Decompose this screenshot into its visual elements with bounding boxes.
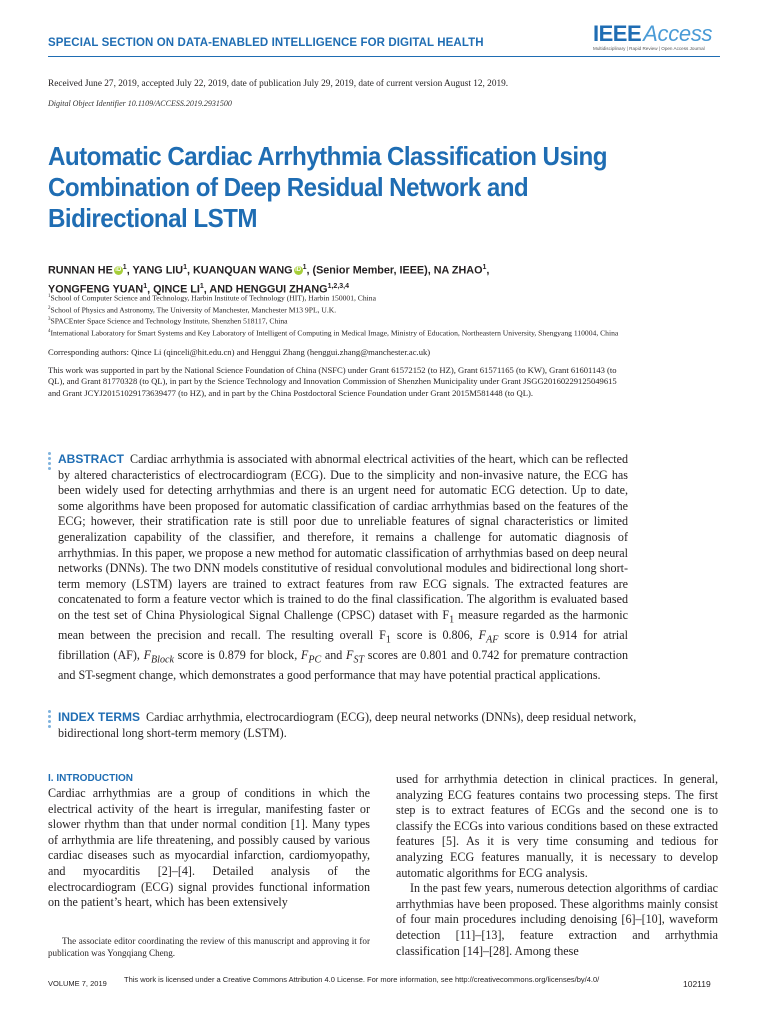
affiliation-item	[48, 315, 720, 327]
footer-license[interactable]: This work is licensed under a Creative Commons Attribution 4.0 License. For more information, see http://creativecommons.org/licenses/by/4.0/	[124, 975, 600, 984]
index-terms-text: Cardiac arrhythmia, electrocardiogram (ECG), deep neural networks (DNNs), deep residual network, bidirectional long short-term memory (LSTM).	[58, 710, 637, 740]
abstract	[58, 452, 628, 684]
abstract-text: scores are 0.801 and 0.742 for premature contraction and ST-segment change, which demonstrates a good performance that may have potential practical applications.	[58, 647, 628, 682]
index-terms	[58, 710, 638, 741]
journal-logo	[593, 21, 720, 51]
author-affil-sup: 1	[143, 282, 148, 290]
right-column	[396, 772, 718, 959]
author-name: RUNNAN HE	[48, 264, 113, 277]
logo-ieee: IEEE	[593, 21, 642, 46]
page-number: 102119	[683, 979, 711, 989]
author-affil-sup: 1,2,3,4	[327, 282, 350, 290]
logo-access: Access	[643, 21, 713, 46]
author-name: YONGFENG YUAN	[48, 283, 144, 296]
logo-tagline: Multidisciplinary | Rapid Review | Open Access Journal	[593, 46, 705, 51]
section-heading: I. INTRODUCTION	[48, 773, 133, 784]
abstract-text: Cardiac arrhythmia is associated with abnormal electrical activities of the heart, which can be reflected by altered characteristics of electrocardiogram (ECG). Due to the simplicity and non-invasive nature, the ECG has been widely used for detecting arrhythmias and there is an urgent need for automatic ECG detection. Up to date, some algorithms have been proposed for automatic classification of cardiac arrhythmias based on the features of the ECG; however, their stratification rate is still poor due to unreliable features of signal characteristics or limited generalization capability of the classifier, and therefore, it remains a challenge for automatic diagnosis of arrhythmias. In this paper, we propose a new method for automatic classification of arrhythmias based on deep neural networks (DNNs). The two DNN models constitutive of residual convolutional modules and bidirectional long short-term memory (LSTM) layers are trained to extract features from raw ECG signals. The extracted features are concatenated to form a feature vector which is trained to do the final classification. The algorithm is evaluated based on the test set of China Physiological Signal Challenge (CPSC) dataset with F	[58, 452, 628, 622]
author-affil-sup: 1	[183, 264, 188, 271]
author-name: , KUANQUAN WANG	[187, 264, 293, 277]
abstract-math: F	[346, 647, 354, 662]
intro-paragraph: Cardiac arrhythmias are a group of conditions in which the electrical activity of the heart is irregular, manifesting faster or slower rhythm than that under normal condition [1]. Many types of arrhythmia are life threatening, and possibly caused by various cardiac diseases such as myocardial infarction, cardiomyopathy, and myocarditis [2]–[4]. Detailed analysis of the electrocardiogram (ECG) signal provides functional information on the patient’s heart, which has been extensively	[48, 786, 370, 910]
affiliation-item	[48, 327, 720, 339]
orcid-icon[interactable]: iD	[115, 266, 122, 273]
abstract-subscript: 1	[385, 634, 391, 646]
affiliation-text: SPACEnter Space Science and Technology Institute, Shenzhen 518117, China	[50, 317, 288, 326]
affiliation-number: 1	[48, 294, 51, 299]
abstract-label: ABSTRACT	[58, 452, 124, 466]
author-affil-sup: 1	[122, 264, 127, 271]
abstract-subscript: ST	[353, 654, 365, 666]
abstract-text: score is 0.914 for atrial fibrillation (AF),	[58, 627, 628, 662]
author-name: , QINCE LI	[147, 283, 200, 296]
abstract-math: F	[478, 627, 487, 642]
affiliation-text: International Laboratory for Smart Systems and Key Laboratory of Intelligent of Computing in Medical Image, Ministry of Education, Northeastern University, Shengyang 110004, China	[50, 328, 619, 338]
abstract-subscript: AF	[486, 634, 499, 646]
affiliation-number: 2	[48, 305, 51, 311]
author-name: , YANG LIU	[126, 264, 184, 277]
header-rule	[48, 56, 720, 57]
intro-paragraph: used for arrhythmia detection in clinical practices. In general, analyzing ECG features contains two processing steps. The first step is to extract features of ECGs and the second one is to classify the ECGs into various conditions based on these extracted features [5]. As it is very time consuming and tedious for analyzing ECG features manually, it is necessary to develop automatic algorithms for ECG analysis.	[396, 772, 718, 880]
funding-statement: This work was supported in part by the National Science Foundation of China (NSFC) under Grant 61572152 (to HZ), Grant 61571165 (to KW), Grant 61601143 (to QL), and Grant 81770328 (to QL), in part by the Science Technology and Innovation Commission of Shenzhen Municipality under Grant JSGG20160229125049615 and Grant JCYJ20151029173639477 (to HZ), and in part by the China Postdoctoral Science Foundation under Grant 2015M581448 (to QL).	[48, 365, 617, 398]
received-dates: Received June 27, 2019, accepted July 22, 2019, date of publication July 29, 2019, date of current version August 12, 2019.	[48, 79, 509, 89]
index-terms-label: INDEX TERMS	[58, 710, 141, 724]
abstract-text: score is 0.806,	[390, 627, 479, 642]
author-name: , (Senior Member, IEEE), NA ZHAO	[306, 264, 483, 277]
footer-volume: VOLUME 7, 2019	[48, 979, 107, 988]
orcid-icon[interactable]: iD	[295, 266, 302, 273]
left-column	[48, 772, 370, 911]
abstract-math: F	[143, 647, 152, 662]
affiliations	[48, 292, 720, 339]
author-affil-sup: 1	[482, 264, 487, 271]
corresponding-authors: Corresponding authors: Qince Li (qinceli@hit.edu.cn) and Henggui Zhang (henggui.zhang@manchester.ac.uk)	[48, 347, 431, 357]
abstract-text: and	[321, 647, 347, 662]
editor-footnote: The associate editor coordinating the review of this manuscript and approving it for publication was Yongqiang Cheng.	[48, 936, 370, 958]
affiliation-item	[48, 304, 720, 316]
author-separator: ,	[486, 264, 490, 277]
abstract-text: score is 0.879 for block,	[173, 647, 301, 662]
affiliation-item	[48, 292, 720, 304]
abstract-subscript: 1	[449, 614, 455, 626]
index-terms-marker-icon	[48, 710, 53, 730]
section-header: SPECIAL SECTION ON DATA-ENABLED INTELLIGENCE FOR DIGITAL HEALTH	[48, 37, 484, 49]
abstract-marker-icon	[48, 452, 53, 472]
affiliation-number: 4	[48, 329, 51, 335]
abstract-text: measure regarded as the harmonic mean between the precision and recall. The resulting overall F	[58, 607, 628, 642]
paper-title: Automatic Cardiac Arrhythmia Classification Using Combination of Deep Residual Network and Bidirectional LSTM	[48, 141, 607, 233]
abstract-subscript: PC	[308, 654, 322, 666]
doi: Digital Object Identifier 10.1109/ACCESS.2019.2931500	[48, 99, 232, 108]
abstract-math: F	[300, 647, 309, 662]
author-name: , AND HENGGUI ZHANG	[203, 283, 328, 296]
intro-paragraph: In the past few years, numerous detection algorithms of cardiac arrhythmias have been proposed. These algorithms mainly consist of four main procedures including denoising [6]–[10], waveform detection [11]–[13], feature extraction and arrhythmia classification [14]–[28]. Among these	[396, 881, 718, 958]
abstract-subscript: Block	[151, 654, 174, 666]
affiliation-text: School of Computer Science and Technology, Harbin Institute of Technology (HIT), Harbin 150001, China	[50, 293, 376, 303]
author-affil-sup: 1	[199, 282, 204, 290]
author-affil-sup: 1	[302, 264, 307, 271]
affiliation-number: 3	[48, 317, 51, 323]
affiliation-text: School of Physics and Astronomy, The University of Manchester, Manchester M13 9PL, U.K.	[50, 305, 337, 315]
